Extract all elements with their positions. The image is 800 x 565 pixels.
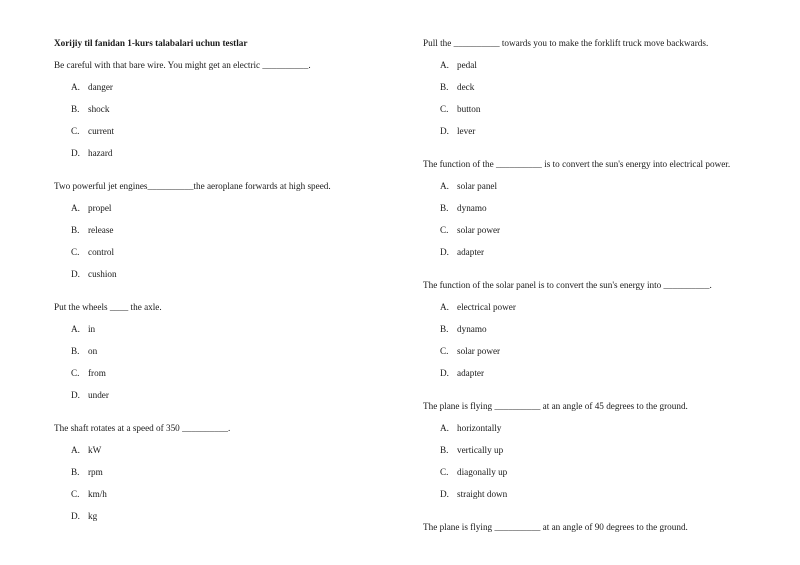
question-spacer [423, 142, 763, 153]
option-letter: D. [440, 247, 449, 257]
answer-option [54, 439, 384, 461]
option-letter: C. [71, 126, 80, 136]
question-block [423, 516, 763, 538]
option-text: electrical power [457, 302, 516, 312]
answer-option [423, 197, 763, 219]
option-letter: D. [440, 368, 449, 378]
option-letter: A. [71, 82, 80, 92]
question-block [423, 274, 763, 395]
answer-option [423, 340, 763, 362]
option-text: adapter [457, 247, 485, 257]
document-title: Xorijiy til fanidan 1-kurs talabalari uchun testlar [54, 38, 248, 48]
answer-option [54, 241, 384, 263]
question-text: The plane is flying __________ at an angle of 45 degrees to the ground. [423, 401, 688, 411]
option-text: deck [457, 82, 475, 92]
option-text: shock [88, 104, 110, 114]
option-letter: D. [71, 269, 80, 279]
answer-option [423, 483, 763, 505]
answer-option [54, 142, 384, 164]
option-text: diagonally up [457, 467, 508, 477]
option-letter: B. [440, 324, 449, 334]
option-text: adapter [457, 368, 485, 378]
answer-option [423, 439, 763, 461]
answer-option [423, 76, 763, 98]
question-text: Be careful with that bare wire. You might get an electric __________. [54, 60, 311, 70]
option-text: dynamo [457, 324, 487, 334]
answer-option [423, 296, 763, 318]
answer-option [423, 219, 763, 241]
option-text: hazard [88, 148, 113, 158]
option-letter: D. [71, 148, 80, 158]
answer-option [54, 362, 384, 384]
option-letter: C. [440, 225, 449, 235]
answer-option [423, 241, 763, 263]
right-column [423, 32, 763, 538]
answer-option [54, 98, 384, 120]
option-letter: A. [71, 324, 80, 334]
option-text: dynamo [457, 203, 487, 213]
option-text: on [88, 346, 98, 356]
option-letter: B. [440, 203, 449, 213]
option-text: horizontally [457, 423, 502, 433]
option-text: from [88, 368, 106, 378]
question-spacer [423, 384, 763, 395]
option-letter: C. [71, 247, 80, 257]
answer-option [54, 318, 384, 340]
answer-option [54, 340, 384, 362]
option-letter: C. [71, 368, 80, 378]
option-text: kg [88, 511, 98, 521]
option-text: solar power [457, 225, 501, 235]
option-text: km/h [88, 489, 107, 499]
option-letter: B. [71, 104, 80, 114]
question-text: Two powerful jet engines__________the aeroplane forwards at high speed. [54, 181, 331, 191]
question-spacer [54, 406, 384, 417]
option-letter: A. [71, 203, 80, 213]
answer-option [423, 120, 763, 142]
option-letter: A. [440, 302, 449, 312]
option-letter: C. [440, 467, 449, 477]
question-spacer [423, 263, 763, 274]
answer-option [54, 197, 384, 219]
option-text: solar power [457, 346, 501, 356]
option-text: danger [88, 82, 113, 92]
option-letter: C. [71, 489, 80, 499]
question-block [54, 296, 384, 417]
option-letter: C. [440, 346, 449, 356]
option-letter: B. [71, 346, 80, 356]
question-text: The function of the solar panel is to convert the sun's energy into __________. [423, 280, 712, 290]
option-letter: B. [440, 445, 449, 455]
option-text: propel [88, 203, 112, 213]
question-block [423, 395, 763, 516]
option-letter: D. [71, 511, 80, 521]
question-block [423, 32, 763, 153]
option-text: vertically up [457, 445, 504, 455]
option-text: pedal [457, 60, 477, 70]
option-letter: C. [440, 104, 449, 114]
question-block [54, 54, 384, 175]
answer-option [423, 461, 763, 483]
option-text: in [88, 324, 96, 334]
answer-option [423, 362, 763, 384]
left-question-list [54, 54, 384, 527]
option-text: cushion [88, 269, 117, 279]
option-text: lever [457, 126, 476, 136]
answer-option [54, 461, 384, 483]
answer-option [54, 263, 384, 285]
question-text: Pull the __________ towards you to make the forklift truck move backwards. [423, 38, 709, 48]
question-text: The shaft rotates at a speed of 350 __________. [54, 423, 231, 433]
option-text: control [88, 247, 115, 257]
right-question-list [423, 32, 763, 538]
option-text: under [88, 390, 109, 400]
option-letter: D. [440, 489, 449, 499]
answer-option [54, 120, 384, 142]
option-text: straight down [457, 489, 508, 499]
option-letter: B. [71, 225, 80, 235]
answer-option [423, 98, 763, 120]
option-text: kW [88, 445, 102, 455]
option-letter: A. [440, 181, 449, 191]
option-text: button [457, 104, 481, 114]
option-letter: A. [440, 60, 449, 70]
option-letter: B. [71, 467, 80, 477]
answer-option [54, 384, 384, 406]
option-letter: A. [71, 445, 80, 455]
question-spacer [54, 285, 384, 296]
answer-option [54, 76, 384, 98]
question-block [54, 417, 384, 527]
option-text: rpm [88, 467, 103, 477]
option-letter: B. [440, 82, 449, 92]
option-letter: A. [440, 423, 449, 433]
answer-option [423, 417, 763, 439]
option-text: current [88, 126, 115, 136]
option-text: solar panel [457, 181, 498, 191]
question-spacer [54, 164, 384, 175]
option-letter: D. [440, 126, 449, 136]
answer-option [54, 505, 384, 527]
question-spacer [423, 505, 763, 516]
question-block [54, 175, 384, 296]
answer-option [54, 219, 384, 241]
option-letter: D. [71, 390, 80, 400]
question-text: Put the wheels ____ the axle. [54, 302, 162, 312]
question-text: The plane is flying __________ at an angle of 90 degrees to the ground. [423, 522, 688, 532]
answer-option [423, 175, 763, 197]
left-column [54, 32, 384, 527]
question-text: The function of the __________ is to convert the sun's energy into electrical power. [423, 159, 731, 169]
answer-option [423, 54, 763, 76]
option-text: release [88, 225, 114, 235]
answer-option [423, 318, 763, 340]
question-block [423, 153, 763, 274]
answer-option [54, 483, 384, 505]
